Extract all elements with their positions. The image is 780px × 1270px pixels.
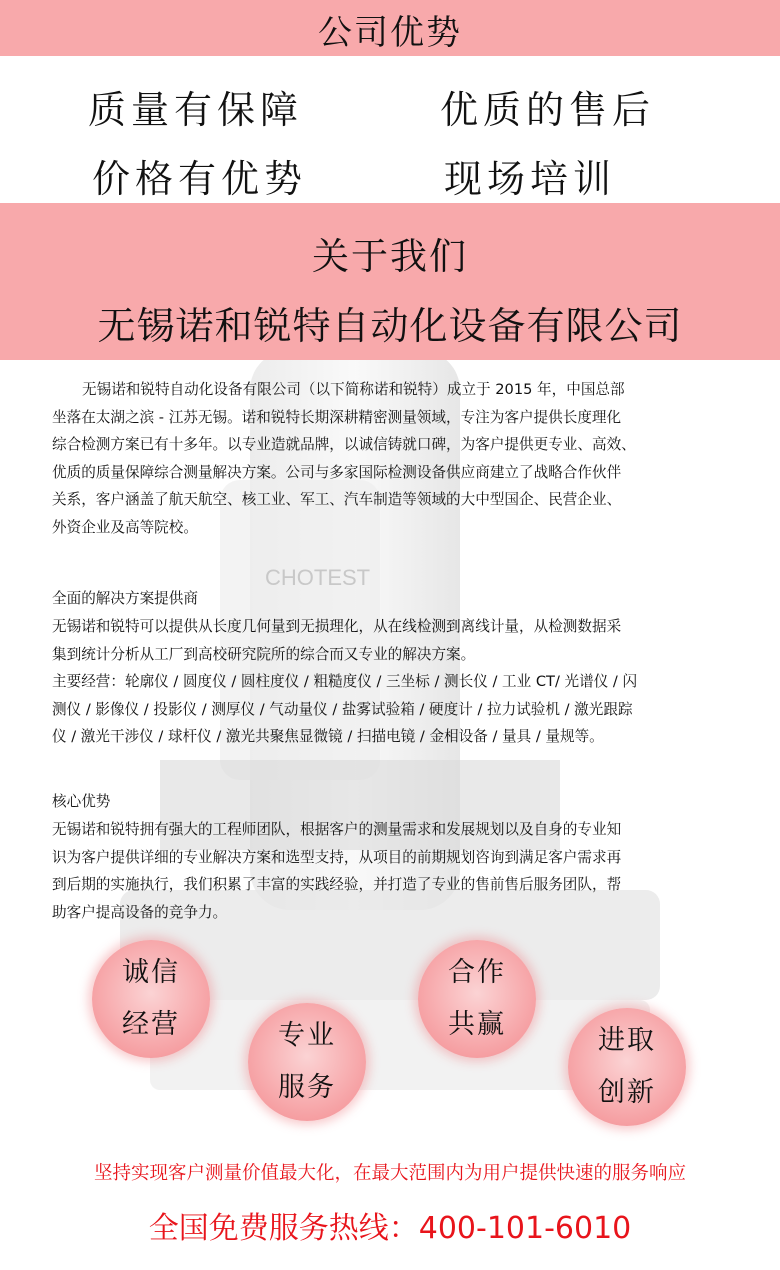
value-line: 服务 [278,1072,336,1103]
core-line: 无锡诺和锐特拥有强大的工程师团队，根据客户的测量需求和发展规划以及自身的专业知 [52,821,622,838]
core-line: 助客户提高设备的竞争力。 [52,903,228,921]
advantage-price: 价格有优势 [92,157,308,201]
value-circle-service [248,1003,366,1121]
advantage-training: 现场培训 [444,157,617,201]
value-line: 创新 [598,1077,656,1108]
about-title: 关于我们 [312,235,468,278]
service-slogan: 坚持实现客户测量价值最大化，在最大范围内为用户提供快速的服务响应 [93,1163,686,1184]
intro-line: 优质的质量保障综合测量解决方案。公司与多家国际检测设备供应商建立了战略合作伙伴 [52,463,622,481]
solutions-heading: 全面的解决方案提供商 [52,590,198,607]
value-circle-integrity [92,940,210,1058]
value-line: 共赢 [448,1009,506,1040]
value-line: 专业 [278,1020,336,1051]
value-circle-cooperation [418,940,536,1058]
core-line: 到后期的实施执行，我们积累了丰富的实践经验，并打造了专业的售前售后服务团队，帮 [52,876,622,893]
core-heading: 核心优势 [52,793,111,810]
watermark-text: CHOTEST [265,565,371,590]
intro-line: 综合检测方案已有十多年。以专业造就品牌，以诚信铸就口碑，为客户提供更专业、高效、 [52,436,636,453]
intro-line: 无锡诺和锐特自动化设备有限公司（以下简称诺和锐特）成立于 2015 年，中国总部 [82,381,625,398]
service-hotline[interactable]: 全国免费服务热线：400-101-6010 [148,1211,632,1246]
value-line: 诚信 [122,957,180,988]
advantage-quality: 质量有保障 [88,88,304,132]
solutions-line: 测仪 / 影像仪 / 投影仪 / 测厚仪 / 气动量仪 / 盐雾试验箱 / 硬度计 / 拉力试验机 / 激光跟踪 [52,700,633,718]
value-line: 经营 [122,1009,180,1040]
intro-line: 外资企业及高等院校。 [52,518,198,536]
value-circle-innovation [568,1008,686,1126]
intro-paragraph [52,376,732,541]
intro-line: 关系，客户涵盖了航天航空、核工业、军工、汽车制造等领域的大中型国企、民营企业、 [52,491,622,508]
value-line: 进取 [598,1025,656,1056]
solutions-line: 主要经营：轮廓仪 / 圆度仪 / 圆柱度仪 / 粗糙度仪 / 三坐标 / 测长仪 / 工业 CT/ 光谱仪 / 闪 [52,673,638,690]
solutions-line: 集到统计分析从工厂到高校研究院所的综合而又专业的解决方案。 [52,645,476,663]
core-line: 识为客户提供详细的专业解决方案和选型支持，从项目的前期规划咨询到满足客户需求再 [52,848,622,866]
advantages-title: 公司优势 [318,13,462,53]
value-line: 合作 [448,957,506,988]
solutions-paragraph [52,613,732,751]
solutions-line: 无锡诺和锐特可以提供从长度几何量到无损理化，从在线检测到离线计量，从检测数据采 [52,618,622,635]
advantage-after-sales: 优质的售后 [440,88,656,132]
solutions-line: 仪 / 激光干涉仪 / 球杆仪 / 激光共聚焦显微镜 / 扫描电镜 / 金相设备 / 量具 / 量规等。 [52,728,604,745]
core-paragraph [52,816,732,926]
company-name: 无锡诺和锐特自动化设备有限公司 [97,304,683,348]
intro-line: 坐落在太湖之滨 - 江苏无锡。诺和锐特长期深耕精密测量领域，专注为客户提供长度理化 [52,408,622,426]
